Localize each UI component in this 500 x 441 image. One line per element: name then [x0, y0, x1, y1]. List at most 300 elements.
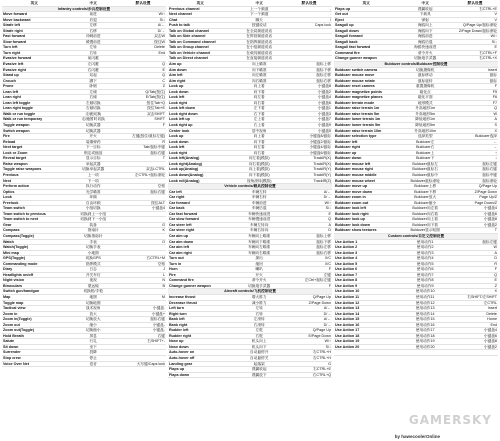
control-english: Lean left toggle — [3, 100, 31, 105]
control-chinese: 向右看 — [253, 100, 265, 105]
control-english: Change gunner weapon — [335, 56, 377, 61]
control-chinese: 切换武器 — [85, 123, 101, 128]
control-english: Switch gun/handgun — [3, 289, 40, 294]
control-english: Buldozer move up — [335, 184, 367, 189]
control-default-key: 小键盘8 — [483, 217, 497, 222]
control-default-key: 小键盘7 — [317, 117, 331, 122]
control-english: Use Action 16 — [335, 322, 360, 327]
control-row — [2, 362, 166, 368]
control-default-key: Insert — [487, 306, 497, 311]
control-english: Night vision — [3, 278, 25, 283]
control-chinese: 显示目标 — [85, 156, 101, 161]
control-chinese: 选择类型 — [417, 134, 433, 139]
control-default-key: 双击SHIFT — [146, 111, 165, 116]
control-english: Command fire — [335, 50, 360, 55]
control-default-key: A/← — [323, 306, 331, 311]
header-default: 默认设置 — [301, 1, 317, 5]
control-english: Sit down — [3, 344, 19, 349]
control-chinese: 襟翼放下 — [251, 372, 267, 377]
control-default-key: 右CTRL+F — [479, 50, 497, 55]
control-default-key: X/C — [324, 261, 331, 266]
control-english: Push to talk — [169, 23, 190, 28]
control-chinese: 光学瞄准 — [85, 189, 101, 194]
control-english: Look right down — [169, 111, 198, 116]
control-english: Turn out — [169, 256, 184, 261]
control-default-key: E — [328, 211, 331, 216]
control-chinese: 向左看 — [253, 145, 265, 150]
control-english: Use Action 14 — [335, 311, 360, 316]
control-default-key: W/↑ — [490, 34, 497, 39]
control-default-key: 小键盘- — [152, 328, 165, 333]
control-chinese: 执行动作 — [85, 184, 101, 189]
control-default-key: 按住ALT — [151, 200, 165, 205]
control-english: Use Action 9 — [335, 283, 358, 288]
control-english: Buldozer look right — [335, 211, 369, 216]
control-chinese: 使用动作19 — [415, 339, 435, 344]
control-english: Team switch to next — [3, 217, 38, 222]
control-chinese: 装备 — [89, 222, 97, 227]
control-default-key: 小键盘6 — [317, 100, 331, 105]
control-default-key: A/← — [323, 189, 331, 194]
control-english: Buldozer zoom in — [335, 195, 366, 200]
controls-column-3 — [334, 1, 498, 440]
control-default-key: X/C — [324, 256, 331, 261]
control-chinese: 停止 — [89, 356, 97, 360]
control-default-key: 大写键/Caps lock — [136, 361, 165, 366]
control-default-key: End — [490, 322, 497, 327]
control-default-key: 鼠标右键 — [150, 150, 165, 155]
control-english: Use Action 10 — [335, 289, 360, 294]
control-default-key: 鼠标上移 — [316, 233, 331, 238]
control-chinese: Buldozer向左看 — [412, 206, 438, 211]
control-chinese: 向下看 — [253, 89, 265, 94]
control-chinese: 鼠标移动 — [417, 73, 433, 78]
control-english: Use Action 12 — [335, 300, 360, 305]
control-chinese: 望远镜 — [87, 283, 99, 288]
control-default-key: 鼠标右键 — [150, 317, 165, 322]
control-english: Seagull up — [335, 23, 354, 28]
control-english: Buldozer reset camera — [335, 84, 375, 89]
control-chinese: 前闪避 — [87, 56, 99, 61]
control-english: Talk on Command channel — [169, 39, 216, 44]
control-english: Evasive forward — [3, 56, 32, 61]
control-english: Buldozer lower terrain 5m — [335, 123, 381, 128]
control-chinese: 升高地形5m — [415, 111, 436, 116]
control-row — [334, 350, 498, 356]
control-english: Zoom out — [3, 322, 20, 327]
control-english: Buldozer zoom out — [335, 200, 369, 205]
control-default-key: 小键盘2 — [317, 89, 331, 94]
control-chinese: 右倾切换 — [85, 106, 101, 111]
control-default-key: TrackIR(Z) — [313, 178, 331, 183]
control-chinese: 海鸥后退 — [417, 39, 433, 44]
control-english: Gear — [3, 222, 12, 227]
control-chinese: 使用动作1 — [416, 239, 434, 244]
control-english: Talk on Global channel — [169, 28, 210, 33]
control-english: Switch weapon — [3, 128, 30, 133]
control-english: Use Action 7 — [335, 272, 358, 277]
control-english: Perform action — [3, 184, 30, 189]
control-chinese: 使用动作10 — [415, 289, 435, 294]
control-default-key: M — [161, 294, 165, 299]
control-english: Buldozer selection type — [335, 134, 377, 139]
control-chinese: 向上瞄准 — [251, 62, 267, 67]
header-english: 英文 — [196, 1, 204, 5]
section-title: Buldozer controls/Buldozer控制设置 — [334, 62, 498, 68]
control-chinese: 放大 — [89, 311, 97, 316]
control-english: Look right — [169, 100, 188, 105]
control-english: Toggle raise weapons — [3, 167, 42, 172]
control-chinese: Buldozer向下看 — [412, 222, 438, 227]
header-english: 英文 — [362, 1, 370, 5]
control-english: Optics — [3, 189, 15, 194]
control-english: Buldozer left — [335, 139, 358, 144]
control-english: Look down(Analog) — [169, 172, 204, 177]
control-english: Car aim up — [169, 233, 189, 238]
control-chinese: 切换炮手武器 — [248, 283, 271, 288]
control-chinese: 左闪避 — [87, 62, 99, 67]
control-default-key: 鼠标下移 — [316, 67, 331, 72]
control-chinese: 自动悬停关 — [249, 356, 269, 360]
control-default-key: J — [163, 267, 165, 272]
section-title: Aircraft controls/飞机控制设置 — [168, 289, 332, 295]
control-chinese: 起落架 — [253, 361, 265, 366]
control-default-key: 鼠标左移 — [316, 245, 331, 250]
control-chinese: 后退 — [89, 17, 97, 22]
control-chinese: 环顾 — [89, 195, 97, 200]
control-chinese: 磁化平面 — [417, 95, 433, 100]
control-default-key: S/↓ — [159, 17, 165, 22]
control-default-key: Q/Page Up — [312, 294, 331, 299]
control-english: Left turn — [169, 306, 184, 311]
control-chinese: 切换GPS — [85, 256, 101, 261]
control-default-key: R — [162, 139, 165, 144]
control-default-key: W — [493, 111, 497, 116]
control-chinese: 语音 — [89, 361, 97, 366]
control-english: Move forward — [3, 12, 27, 17]
control-chinese: 小地图 — [87, 250, 99, 255]
control-default-key: 小键盘2 — [483, 344, 497, 349]
control-english: Chat — [169, 17, 178, 22]
control-chinese: 车辆右转 — [251, 195, 267, 200]
control-chinese: 切换武器 — [85, 128, 101, 133]
control-chinese: 左转 — [89, 45, 97, 50]
control-default-key: F — [328, 283, 331, 288]
control-default-key: Z/Page Down — [308, 300, 331, 305]
control-default-key: 右CTRL+M — [146, 256, 165, 261]
control-default-key: F7 — [492, 100, 497, 105]
control-english: Look down — [169, 139, 189, 144]
control-chinese: Buldozer鼠标左 — [412, 161, 438, 166]
control-english: Car steer left — [169, 222, 192, 227]
control-english: Eject — [335, 17, 344, 22]
control-default-key: 鼠标上移 — [316, 62, 331, 67]
control-english: Hold Breath — [3, 333, 24, 338]
control-chinese: 右倾 — [89, 95, 97, 100]
control-default-key: Delete — [486, 311, 497, 316]
control-chinese: 自由环顾 — [85, 200, 101, 205]
control-default-key: 小键盘+ — [151, 311, 165, 316]
control-chinese: 左滚转 — [253, 317, 265, 322]
control-chinese: 使用动作11 — [415, 294, 435, 299]
header-default: 默认设置 — [135, 1, 151, 5]
control-default-key: F — [494, 84, 497, 89]
control-chinese: 右转 — [89, 50, 97, 55]
control-row — [168, 373, 332, 379]
control-default-key: T — [162, 156, 165, 161]
control-default-key: L — [162, 272, 165, 277]
control-english: Increase thrust — [169, 294, 196, 299]
control-default-key: A — [494, 117, 497, 122]
control-english: Rudder right — [169, 333, 192, 338]
control-english: Fire — [169, 272, 176, 277]
control-english: Watch(Toggle) — [3, 245, 29, 250]
control-english: Headlights on/off — [3, 272, 34, 277]
control-english: Fast forward — [3, 34, 26, 39]
control-chinese: 使用动作12 — [415, 300, 435, 305]
control-chinese: 减小推力 — [251, 300, 267, 305]
control-default-key: 鼠标滚轮 — [482, 178, 497, 183]
control-english: Car right — [169, 195, 185, 200]
control-english: Look roll(Analog) — [169, 178, 200, 183]
control-chinese: 使用动作5 — [416, 261, 434, 266]
control-english: Lean left — [3, 89, 19, 94]
control-english: Nose down — [169, 344, 189, 349]
control-english: Seagull down — [335, 28, 359, 33]
control-chinese: 降低地形5m — [415, 123, 436, 128]
control-chinese: 海鸥向下 — [417, 28, 433, 33]
control-default-key: A — [328, 222, 331, 227]
control-default-key: 小键盘6 — [483, 333, 497, 338]
control-chinese: 车辆向左瞄准 — [248, 245, 271, 250]
control-english: Toggle map — [3, 300, 24, 305]
control-default-key: D/→ — [323, 311, 331, 316]
control-default-key: S/↓ — [491, 39, 497, 44]
control-english: Next target — [3, 145, 23, 150]
control-chinese: Buldozer下移 — [414, 189, 437, 194]
control-chinese: Buldozer下 — [416, 156, 435, 161]
control-chinese: 车辆后退 — [251, 206, 267, 211]
control-chinese: 向右瞄准 — [251, 78, 267, 83]
control-default-key: 右CTRL+Q — [312, 372, 331, 377]
control-default-key: , — [329, 6, 331, 11]
control-english: Buldozer up — [335, 150, 357, 155]
control-chinese: 在全局频道说话 — [246, 28, 273, 33]
control-english: Compass — [3, 228, 20, 233]
control-english: Look left — [169, 145, 185, 150]
control-chinese: 屏息 — [89, 333, 97, 338]
control-chinese: 切换摄像机 — [415, 67, 435, 72]
control-chinese: 切换放大 — [85, 317, 101, 322]
control-chinese: 切换炮手武器 — [414, 56, 437, 61]
control-chinese: 下一项 — [87, 178, 99, 183]
control-english: Auto-hover off — [169, 356, 195, 360]
control-default-key: 小键盘2 — [483, 222, 497, 227]
control-english: Landing gear — [169, 361, 193, 366]
control-chinese: 降低地形1m — [415, 117, 436, 122]
control-default-key: 小键盘8 — [317, 84, 331, 89]
control-default-key: → — [493, 145, 497, 150]
control-default-key: 小键盘8 — [483, 339, 497, 344]
control-chinese: 使用动作9 — [416, 283, 434, 288]
control-chinese: 车辆前进 — [251, 200, 267, 205]
control-chinese: 下一个频道 — [249, 12, 269, 17]
control-chinese: 向左看 — [253, 95, 265, 100]
control-chinese: 增大推力 — [251, 294, 267, 299]
control-chinese: 小组切换 — [85, 206, 101, 211]
control-default-key: Q — [328, 217, 331, 222]
control-default-key: 鼠标左键 — [482, 161, 497, 166]
control-chinese: 右滚转 — [253, 322, 265, 327]
control-default-key: C — [162, 78, 165, 83]
control-chinese: 上一项 — [87, 172, 99, 177]
control-chinese: 重置摄像机 — [415, 84, 435, 89]
control-chinese: 车辆向上瞄准 — [248, 233, 271, 238]
control-default-key: E — [494, 45, 497, 50]
control-english: Freelook — [3, 200, 19, 205]
control-chinese: 右下看 — [253, 111, 265, 116]
control-english: Binoculars — [3, 283, 23, 288]
control-chinese: 机头向上 — [251, 339, 267, 344]
control-english: Buldozer raise terrain 1m — [335, 106, 380, 111]
control-english: Buldozer magnetize points — [335, 89, 382, 94]
control-chinese: 使用动作6 — [416, 267, 434, 272]
controls-column-1 — [2, 1, 166, 440]
control-default-key: V — [494, 17, 497, 22]
control-chinese: Buldozer向右看 — [412, 211, 438, 216]
control-default-key: TrackIR(X) — [313, 161, 331, 166]
control-chinese: 左转 — [255, 306, 263, 311]
control-default-key: / — [329, 17, 331, 22]
control-english: Bank left — [169, 317, 185, 322]
control-chinese: 使用动作14 — [415, 311, 435, 316]
control-chinese: Buldozer向上看 — [412, 217, 438, 222]
control-english: Buldozer look down — [335, 222, 371, 227]
control-default-key: Page Down/Z — [474, 200, 497, 205]
control-default-key: ↑ — [495, 150, 497, 155]
control-english: Buldozer magnetize planes — [335, 95, 383, 100]
control-english: Evasive left — [3, 62, 24, 67]
control-english: Flaps down — [169, 372, 190, 377]
control-chinese: 坐下 — [89, 344, 97, 349]
control-chinese: 日志 — [89, 267, 97, 272]
control-default-key: TrackIR(X) — [313, 156, 331, 161]
control-chinese: 指南针 — [87, 228, 99, 233]
control-chinese: 命令开火 — [251, 278, 267, 283]
control-chinese: 切换到下一小组 — [80, 217, 107, 222]
control-chinese: Buldozer鼠标滚轮 — [410, 178, 440, 183]
control-default-key: D/→ — [157, 28, 165, 33]
control-default-key: F5 — [492, 89, 497, 94]
control-chinese: 右舵 — [255, 333, 263, 338]
control-chinese: 左移 — [89, 23, 97, 28]
control-default-key: ↓ — [495, 156, 497, 161]
control-english: Talk on Vehicle channel — [169, 50, 211, 55]
control-default-key: 左键(按住/鼠标左键) — [132, 134, 165, 139]
control-default-key: S — [494, 123, 497, 128]
header-chinese: 中文 — [255, 1, 263, 5]
control-chinese: 在阵营频道说话 — [246, 34, 273, 39]
control-english: Seagull fast forward — [335, 45, 371, 50]
control-chinese: 使用动作3 — [416, 250, 434, 255]
control-default-key: 按住Tab+Q — [146, 100, 165, 105]
control-default-key: Q — [494, 272, 497, 277]
control-default-key: 小键盘2/鼠标 — [309, 139, 331, 144]
control-chinese: 切换枪/手枪 — [83, 289, 103, 294]
control-english: Aim up — [169, 62, 182, 67]
control-chinese: Buldozer显示贴图 — [410, 228, 440, 233]
control-chinese: 使用动作20 — [415, 344, 435, 349]
control-english: Center look — [169, 128, 190, 133]
control-chinese: 向左看(模拟) — [248, 156, 270, 161]
control-default-key: 鼠标右键 — [482, 167, 497, 172]
control-chinese: 聊天 — [255, 17, 263, 22]
control-chinese: 下一目标 — [85, 145, 101, 150]
control-default-key: A/← — [323, 317, 331, 322]
control-chinese: 向下瞄准 — [251, 67, 267, 72]
control-chinese: Buldozer左 — [416, 139, 435, 144]
control-english: Salute — [3, 339, 15, 344]
control-english: Flaps up — [335, 6, 351, 11]
control-default-key: 双击LCTRL — [145, 167, 165, 172]
control-default-key: Z/Page Down — [474, 189, 497, 194]
control-default-key: End — [158, 50, 165, 55]
control-chinese: 命令开火 — [417, 50, 433, 55]
section-title: Vehicle controls/载具控制设置 — [168, 184, 332, 190]
control-default-key: 左Ctrl+鼠标左键 — [304, 278, 331, 283]
control-default-key: Q/Page Up — [312, 328, 331, 333]
control-english: Buldozer mouse move — [335, 73, 375, 78]
control-chinese: 夜视 — [89, 278, 97, 283]
control-default-key: 按住Tab+E — [147, 106, 165, 111]
control-english: Use Action 13 — [335, 306, 360, 311]
control-english: Look left down — [169, 106, 196, 111]
control-default-key: 空格 — [157, 261, 165, 266]
control-default-key: 右CTRL+E — [479, 6, 497, 11]
control-default-key: F6 — [492, 95, 497, 100]
control-chinese: Buldozer上 — [416, 150, 435, 155]
control-default-key: . — [329, 12, 331, 17]
header-english: 英文 — [30, 1, 38, 5]
control-chinese: 切换缩小 — [85, 328, 101, 333]
control-english: Prone — [3, 84, 14, 89]
control-english: Use Action 2 — [335, 245, 358, 250]
control-english: Look right — [169, 150, 188, 155]
control-default-key: ← — [493, 139, 497, 144]
control-chinese: 车辆右转向 — [249, 228, 269, 233]
control-chinese: Buldozer右 — [416, 145, 435, 150]
control-default-key: 右CTRL+H — [312, 350, 331, 355]
control-chinese: 喇叭 — [255, 267, 263, 272]
control-chinese: 蹲下 — [89, 78, 97, 83]
control-chinese: 指挥模式 — [85, 261, 101, 266]
control-default-key: 小键盘4 — [483, 328, 497, 333]
header-default: 默认设置 — [467, 1, 483, 5]
control-default-key: Q/Page Up/鼠标滚轮 — [462, 23, 497, 28]
control-chinese: 使用动作7 — [416, 272, 434, 277]
control-default-key: 鼠标右移 — [316, 78, 331, 83]
control-english: Talk on Side channel — [169, 34, 206, 39]
control-default-key: 小键盘4/鼠标 — [309, 145, 331, 150]
control-chinese: 左舵 — [255, 328, 263, 333]
control-chinese: 使用动作13 — [415, 306, 435, 311]
control-default-key: 左CTRL+鼠标滚轮 — [134, 172, 165, 177]
control-default-key: 鼠标左键 — [482, 239, 497, 244]
control-chinese: 磁化点 — [419, 89, 431, 94]
control-default-key: S/↓ — [325, 344, 331, 349]
control-chinese: 使用动作16 — [415, 322, 435, 327]
control-chinese: 站起 — [89, 73, 97, 78]
